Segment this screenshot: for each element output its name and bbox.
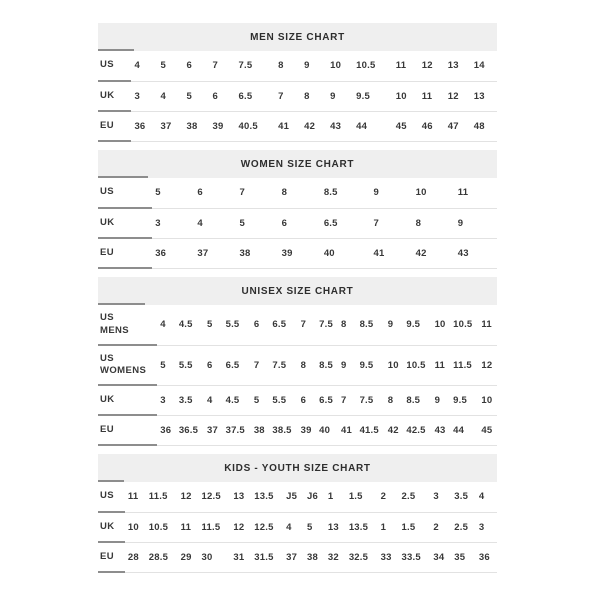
size-value: 29: [178, 542, 199, 572]
size-value: 30: [199, 542, 231, 572]
section-title: WOMEN SIZE CHART: [98, 150, 497, 178]
row-label: US MENS: [98, 305, 157, 345]
size-value: 41: [370, 238, 412, 268]
size-value: 9: [455, 208, 497, 238]
size-value: 36: [476, 542, 497, 572]
size-value: 13: [445, 51, 471, 81]
size-value: 8: [275, 51, 301, 81]
size-value: 1: [325, 482, 346, 512]
row-label: US WOMENS: [98, 345, 157, 385]
section-header-row: [98, 277, 497, 305]
size-value: 13.5: [346, 512, 378, 542]
size-value: 8: [301, 81, 327, 111]
size-value: 7: [338, 385, 357, 415]
size-value: 12: [178, 482, 199, 512]
size-value: 9.5: [353, 81, 393, 111]
size-value: 46: [419, 111, 445, 141]
size-value: 5: [237, 208, 279, 238]
size-value: 6.5: [223, 345, 251, 385]
size-value: 42: [301, 111, 327, 141]
row-label: UK: [98, 512, 125, 542]
size-chart-table: [98, 277, 497, 446]
size-value: 39: [279, 238, 321, 268]
size-row: [98, 51, 497, 81]
size-value: 28: [125, 542, 146, 572]
size-value: 7: [210, 51, 236, 81]
size-value: 9.5: [357, 345, 385, 385]
size-value: 1.5: [346, 482, 378, 512]
size-value: 2.5: [399, 482, 431, 512]
size-value: 48: [471, 111, 497, 141]
row-label: EU: [98, 238, 152, 268]
size-value: 12: [230, 512, 251, 542]
size-value: 5: [183, 81, 209, 111]
size-value: 5: [204, 305, 223, 345]
size-row: [98, 305, 497, 345]
size-value: 40: [316, 415, 338, 445]
size-chart-table: [98, 454, 497, 573]
size-value: 38: [251, 415, 270, 445]
size-value: 45: [478, 415, 497, 445]
size-value: 11.5: [199, 512, 231, 542]
size-value: 6: [204, 345, 223, 385]
size-value: 37: [204, 415, 223, 445]
size-value: 6: [279, 208, 321, 238]
size-value: 39: [298, 415, 317, 445]
size-value: 10.5: [146, 512, 178, 542]
size-value: 8.5: [403, 385, 431, 415]
size-value: 11: [432, 345, 451, 385]
size-value: 9: [301, 51, 327, 81]
size-row: [98, 512, 497, 542]
size-value: 11: [419, 81, 445, 111]
size-value: 6: [183, 51, 209, 81]
size-value: 31.5: [251, 542, 283, 572]
size-row: [98, 238, 497, 268]
size-value: 9: [432, 385, 451, 415]
size-value: 12.5: [199, 482, 231, 512]
size-value: 11.5: [450, 345, 478, 385]
size-value: 9: [370, 178, 412, 208]
size-value: 38: [304, 542, 325, 572]
size-value: 6.5: [236, 81, 276, 111]
size-value: 6.5: [321, 208, 371, 238]
size-value: 6.5: [316, 385, 338, 415]
size-value: 10: [393, 81, 419, 111]
size-value: 8: [413, 208, 455, 238]
section-title: MEN SIZE CHART: [98, 23, 497, 51]
size-value: 8.5: [316, 345, 338, 385]
size-value: 8: [279, 178, 321, 208]
size-value: 3: [476, 512, 497, 542]
size-value: 45: [393, 111, 419, 141]
size-value: 3: [430, 482, 451, 512]
row-label: UK: [98, 208, 152, 238]
size-value: 32: [325, 542, 346, 572]
size-value: 8.5: [321, 178, 371, 208]
size-value: 7: [275, 81, 301, 111]
size-value: 7: [237, 178, 279, 208]
size-value: 1.5: [399, 512, 431, 542]
size-value: 4: [476, 482, 497, 512]
section-header-row: [98, 454, 497, 482]
size-value: 42: [413, 238, 455, 268]
size-value: 36: [152, 238, 194, 268]
size-value: 10.5: [403, 345, 431, 385]
size-value: 38: [237, 238, 279, 268]
size-value: 10.5: [353, 51, 393, 81]
size-value: 3.5: [176, 385, 204, 415]
size-value: 13.5: [251, 482, 283, 512]
size-value: 37.5: [223, 415, 251, 445]
size-row: [98, 178, 497, 208]
size-value: 38: [183, 111, 209, 141]
size-row: [98, 415, 497, 445]
size-value: 40: [321, 238, 371, 268]
size-value: 11: [455, 178, 497, 208]
size-value: 8.5: [357, 305, 385, 345]
size-value: 12: [419, 51, 445, 81]
size-value: 4: [204, 385, 223, 415]
size-value: 6: [251, 305, 270, 345]
size-charts: [98, 23, 497, 581]
size-value: 6: [210, 81, 236, 111]
size-row: [98, 345, 497, 385]
size-value: 28.5: [146, 542, 178, 572]
size-value: 37: [283, 542, 304, 572]
size-value: 7.5: [316, 305, 338, 345]
size-value: 7: [370, 208, 412, 238]
size-value: 14: [471, 51, 497, 81]
size-value: 8: [298, 345, 317, 385]
size-value: 1: [378, 512, 399, 542]
size-row: [98, 385, 497, 415]
size-chart-table: [98, 23, 497, 142]
size-value: 13: [471, 81, 497, 111]
row-label: US: [98, 482, 125, 512]
size-value: 2: [378, 482, 399, 512]
size-value: 33: [378, 542, 399, 572]
size-value: 2.5: [451, 512, 476, 542]
size-value: 5: [157, 51, 183, 81]
size-value: 7.5: [357, 385, 385, 415]
row-label: EU: [98, 111, 131, 141]
size-value: J6: [304, 482, 325, 512]
size-row: [98, 208, 497, 238]
size-chart-table: [98, 150, 497, 269]
size-value: 4.5: [223, 385, 251, 415]
size-value: 36.5: [176, 415, 204, 445]
size-value: 8: [338, 305, 357, 345]
size-value: 9.5: [403, 305, 431, 345]
size-value: 4.5: [176, 305, 204, 345]
size-value: 4: [194, 208, 236, 238]
size-row: [98, 482, 497, 512]
size-value: 43: [327, 111, 353, 141]
size-value: 12: [445, 81, 471, 111]
size-value: 3: [157, 385, 176, 415]
size-row: [98, 111, 497, 141]
size-value: 5.5: [223, 305, 251, 345]
size-value: 41.5: [357, 415, 385, 445]
size-value: 7: [251, 345, 270, 385]
size-value: 43: [432, 415, 451, 445]
size-value: 33.5: [399, 542, 431, 572]
size-value: 44: [450, 415, 478, 445]
size-value: 41: [275, 111, 301, 141]
row-label: US: [98, 51, 131, 81]
size-value: 10: [385, 345, 404, 385]
size-value: 9: [385, 305, 404, 345]
size-value: 10: [413, 178, 455, 208]
size-value: 13: [325, 512, 346, 542]
size-value: 38.5: [269, 415, 297, 445]
row-label: EU: [98, 415, 157, 445]
size-value: 31: [230, 542, 251, 572]
row-label: EU: [98, 542, 125, 572]
size-value: 10: [327, 51, 353, 81]
size-value: 12.5: [251, 512, 283, 542]
size-value: 10: [125, 512, 146, 542]
size-value: 10.5: [450, 305, 478, 345]
size-value: 9: [327, 81, 353, 111]
size-value: 7.5: [236, 51, 276, 81]
size-value: 6: [194, 178, 236, 208]
size-value: 39: [210, 111, 236, 141]
size-value: 10: [478, 385, 497, 415]
size-value: 43: [455, 238, 497, 268]
size-value: 13: [230, 482, 251, 512]
size-value: 40.5: [236, 111, 276, 141]
size-value: J5: [283, 482, 304, 512]
size-value: 12: [478, 345, 497, 385]
size-value: 3: [152, 208, 194, 238]
size-value: 3.5: [451, 482, 476, 512]
size-value: 42: [385, 415, 404, 445]
size-value: 10: [432, 305, 451, 345]
size-value: 36: [131, 111, 157, 141]
size-value: 4: [157, 81, 183, 111]
size-value: 9.5: [450, 385, 478, 415]
row-label: UK: [98, 81, 131, 111]
size-value: 41: [338, 415, 357, 445]
size-value: 11: [478, 305, 497, 345]
size-value: 37: [157, 111, 183, 141]
size-value: 5: [152, 178, 194, 208]
size-value: 44: [353, 111, 393, 141]
size-value: 7.5: [269, 345, 297, 385]
row-label: UK: [98, 385, 157, 415]
size-value: 5.5: [176, 345, 204, 385]
size-value: 34: [430, 542, 451, 572]
size-value: 6: [298, 385, 317, 415]
section-header-row: [98, 23, 497, 51]
size-value: 6.5: [269, 305, 297, 345]
size-value: 2: [430, 512, 451, 542]
size-value: 5: [304, 512, 325, 542]
size-value: 5.5: [269, 385, 297, 415]
size-value: 47: [445, 111, 471, 141]
row-label: US: [98, 178, 152, 208]
size-row: [98, 81, 497, 111]
section-title: UNISEX SIZE CHART: [98, 277, 497, 305]
size-value: 4: [283, 512, 304, 542]
section-header-row: [98, 150, 497, 178]
size-value: 3: [131, 81, 157, 111]
size-value: 36: [157, 415, 176, 445]
size-value: 42.5: [403, 415, 431, 445]
size-value: 32.5: [346, 542, 378, 572]
size-value: 35: [451, 542, 476, 572]
size-value: 4: [157, 305, 176, 345]
size-value: 5: [157, 345, 176, 385]
size-value: 11: [125, 482, 146, 512]
size-value: 9: [338, 345, 357, 385]
size-value: 37: [194, 238, 236, 268]
size-value: 8: [385, 385, 404, 415]
size-row: [98, 542, 497, 572]
size-value: 11: [393, 51, 419, 81]
size-value: 11: [178, 512, 199, 542]
size-value: 11.5: [146, 482, 178, 512]
section-title: KIDS - YOUTH SIZE CHART: [98, 454, 497, 482]
size-value: 7: [298, 305, 317, 345]
size-value: 4: [131, 51, 157, 81]
size-value: 5: [251, 385, 270, 415]
